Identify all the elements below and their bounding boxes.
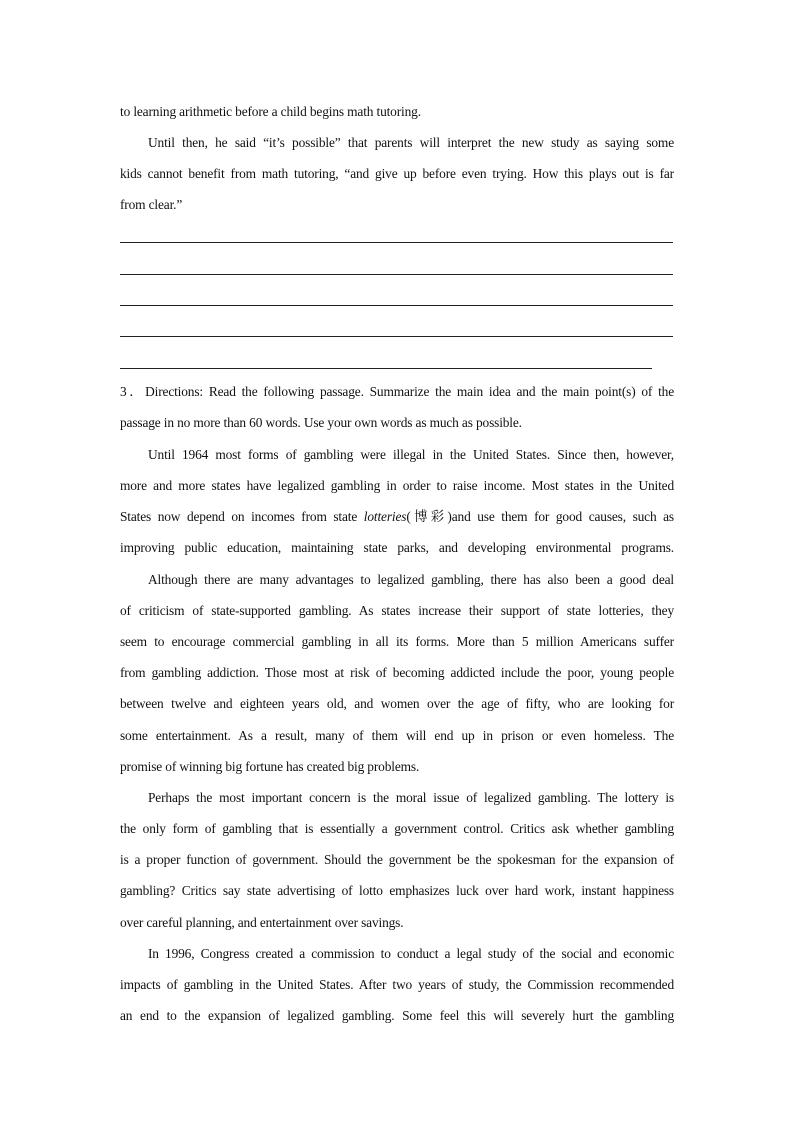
answer-line[interactable] [120, 274, 673, 275]
paragraph-2-line: of criticism of state-supported gambling. As states increase their support of state lotteries, they [120, 603, 674, 618]
passage-line: from clear.” [120, 197, 183, 212]
answer-line[interactable] [120, 368, 652, 369]
paragraph-3-line: is a proper function of government. Should the government be the spokesman for the expansion of [120, 852, 674, 867]
paragraph-4-line: impacts of gambling in the United States. After two years of study, the Commission recommended [120, 977, 674, 992]
passage-line: to learning arithmetic before a child begins math tutoring. [120, 104, 421, 119]
question-directions-line: passage in no more than 60 words. Use your own words as much as possible. [120, 415, 522, 430]
answer-line[interactable] [120, 242, 673, 243]
lotteries-term: lotteries [363, 509, 407, 524]
paragraph-3-line: over careful planning, and entertainment over savings. [120, 915, 404, 930]
passage-line: Until then, he said “it’s possible” that parents will interpret the new study as saying some [148, 135, 674, 150]
paragraph-1-line [120, 509, 674, 525]
paragraph-3-line: gambling? Critics say state advertising of lotto emphasizes luck over hard work, instant happiness [120, 883, 674, 898]
paragraph-1-line: improving public education, maintaining state parks, and developing environmental programs. [120, 540, 674, 555]
text-run: States now depend on incomes from state [120, 509, 364, 524]
directions-text: Directions: Read the following passage. Summarize the main idea and the main point(s) of the [145, 384, 674, 399]
question-directions [120, 384, 674, 400]
paragraph-2-line: between twelve and eighteen years old, and women over the age of fifty, who are looking for [120, 696, 674, 711]
paragraph-2-line: from gambling addiction. Those most at risk of becoming addicted include the poor, young people [120, 665, 674, 680]
paragraph-3-line: Perhaps the most important concern is the moral issue of legalized gambling. The lottery is [148, 790, 674, 805]
paragraph-4-line: In 1996, Congress created a commission to conduct a legal study of the social and economic [148, 946, 674, 961]
paragraph-2-line: Although there are many advantages to legalized gambling, there has also been a good deal [148, 572, 674, 587]
paragraph-2-line: promise of winning big fortune has created big problems. [120, 759, 420, 774]
paragraph-1-line: more and more states have legalized gambling in order to raise income. Most states in the United [120, 478, 674, 493]
paragraph-2-line: seem to encourage commercial gambling in all its forms. More than 5 million Americans suffer [120, 634, 674, 649]
paragraph-3-line: the only form of gambling that is essentially a government control. Critics ask whether gambling [120, 821, 674, 836]
question-number: 3． [120, 384, 146, 399]
paragraph-1-line: Until 1964 most forms of gambling were illegal in the United States. Since then, however, [148, 447, 674, 462]
paragraph-2-line: some entertainment. As a result, many of them will end up in prison or even homeless. The [120, 728, 674, 743]
passage-line: kids cannot benefit from math tutoring, “and give up before even trying. How this plays out is far [120, 166, 674, 181]
answer-line[interactable] [120, 305, 673, 306]
answer-line[interactable] [120, 336, 673, 337]
paragraph-4-line: an end to the expansion of legalized gambling. Some feel this will severely hurt the gambling [120, 1008, 674, 1023]
text-run: (博彩)and use them for good causes, such as [406, 509, 674, 524]
